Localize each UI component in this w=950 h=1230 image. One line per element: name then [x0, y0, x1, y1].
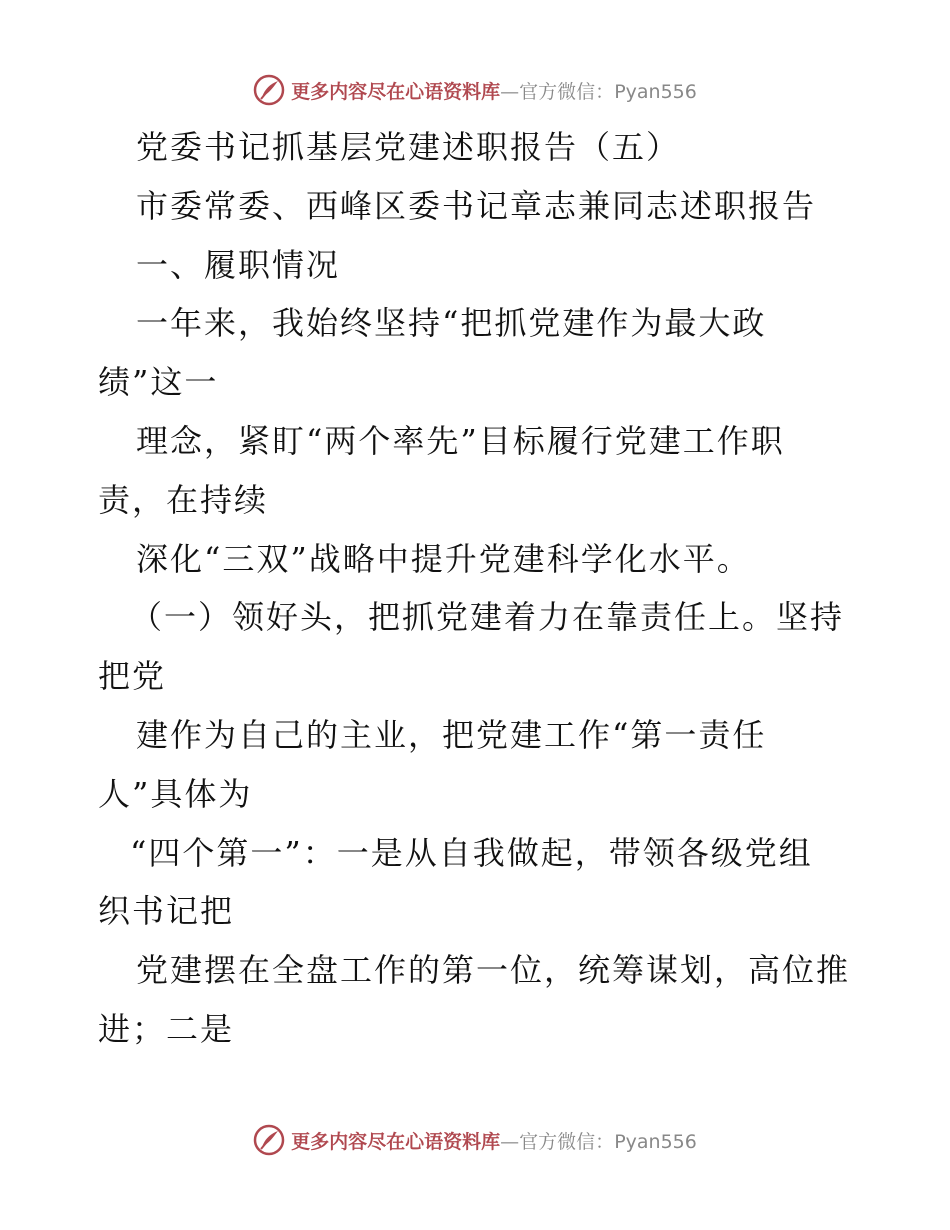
doc-title: 党委书记抓基层党建述职报告（五）: [136, 128, 681, 166]
banner-text: [291, 1127, 697, 1154]
footer-banner: [0, 1120, 950, 1160]
paragraph-line: 人”具体为: [98, 774, 253, 813]
quill-logo-icon: [253, 74, 285, 106]
document-body: [98, 118, 858, 1059]
paragraph-line: 绩”这一: [98, 363, 219, 402]
banner-dash: —: [500, 80, 520, 103]
section-heading: 一、履职情况: [136, 245, 341, 284]
paragraph-line: （一）领好头，把抓党建着力在靠责任上。坚持: [130, 598, 845, 637]
paragraph-line: “四个第一”：一是从自我做起，带领各级党组: [130, 833, 813, 872]
paragraph-line: 把党: [98, 657, 167, 696]
paragraph-line: 党建摆在全盘工作的第一位，统筹谋划，高位推: [136, 951, 851, 990]
banner-text: [291, 77, 697, 104]
banner-label: 官方微信：: [519, 1130, 615, 1153]
paragraph-line: 理念，紧盯“两个率先”目标履行党建工作职: [136, 421, 785, 460]
header-banner: [0, 70, 950, 110]
paragraph-line: 进；二是: [98, 1009, 235, 1048]
banner-label: 官方微信：: [519, 80, 615, 103]
banner-dash: —: [500, 1130, 520, 1153]
paragraph-line: 建作为自己的主业，把党建工作“第一责任: [136, 715, 767, 754]
banner-wechat-id: Pyan556: [614, 80, 697, 103]
banner-site: 更多内容尽在心语资料库: [291, 1130, 501, 1153]
banner-site: 更多内容尽在心语资料库: [291, 80, 501, 103]
paragraph-line: 织书记把: [98, 892, 235, 931]
paragraph-line: 责，在持续: [98, 480, 269, 519]
paragraph-line: 一年来，我始终坚持“把抓党建作为最大政: [136, 304, 767, 343]
doc-subtitle: 市委常委、西峰区委书记章志兼同志述职报告: [136, 186, 817, 225]
paragraph-line: 深化“三双”战略中提升党建科学化水平。: [136, 539, 751, 578]
banner-wechat-id: Pyan556: [614, 1130, 697, 1153]
quill-logo-icon: [253, 1124, 285, 1156]
